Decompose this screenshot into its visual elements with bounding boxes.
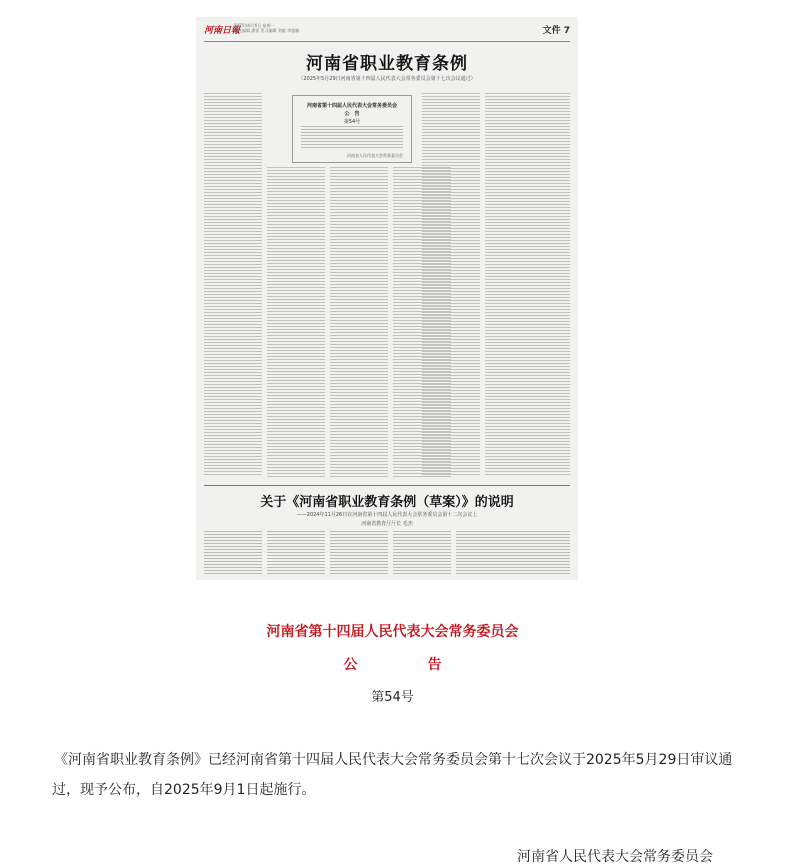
- newspaper-logo: 河南日報: [204, 26, 241, 36]
- announcement-kind: 公 告: [343, 657, 470, 673]
- newspaper-editors: 责任编辑 潘雷 见习编辑 刘毅 李盛楠: [234, 28, 300, 33]
- newspaper-main-title: 河南省职业教育条例: [306, 54, 468, 74]
- text-column: [330, 167, 388, 477]
- inset-title: 河南省第十四届人民代表大会常务委员会: [306, 103, 397, 109]
- section-divider: [204, 485, 570, 486]
- text-column: [512, 531, 570, 575]
- text-column: [485, 93, 570, 477]
- text-column: [267, 167, 325, 477]
- explanation-author: 河南省教育厅厅长 毛杰: [361, 521, 413, 527]
- text-column: [204, 93, 262, 477]
- text-column: [456, 531, 514, 575]
- text-column: [330, 531, 388, 575]
- masthead-rule: [204, 41, 570, 42]
- explanation-title: 关于《河南省职业教育条例（草案）》的说明: [260, 495, 514, 510]
- inset-number: 第54号: [343, 119, 361, 125]
- inset-kind: 公 告: [344, 111, 360, 117]
- announcement-body: 《河南省职业教育条例》已经河南省第十四届人民代表大会常务委员会第十七次会议于2025年5月29日审议通过，现予公布，自2025年9月1日起施行。: [52, 752, 733, 798]
- newspaper-page-image: [196, 17, 578, 580]
- text-column: [204, 531, 262, 575]
- announcement-signature: 河南省人民代表大会常务委员会: [517, 849, 713, 865]
- text-column: [393, 531, 451, 575]
- announcement-organization: 河南省第十四届人民代表大会常务委员会: [266, 624, 519, 640]
- explanation-subtitle: ——2024年11月26日在河南省第十四届人民代表大会常务委员会第十二次会议上: [296, 512, 478, 518]
- newspaper-main-subtitle: （2025年5月29日河南省第十四届人民代表大会常务委员会第十七次会议通过）: [298, 76, 476, 82]
- newspaper-masthead: [204, 23, 570, 39]
- text-column: [267, 531, 325, 575]
- announcement-number: 第54号: [371, 690, 414, 705]
- inset-body-text: [301, 126, 403, 150]
- text-column: [422, 93, 480, 477]
- newspaper-date: 2025年6月6日 星期一: [234, 23, 275, 28]
- newspaper-page-label: 文件 7: [542, 26, 570, 36]
- inset-signature: 河南省人民代表大会常务委员会: [347, 153, 403, 158]
- inset-announcement-box: [292, 95, 412, 163]
- newspaper-pub-info: [234, 23, 324, 33]
